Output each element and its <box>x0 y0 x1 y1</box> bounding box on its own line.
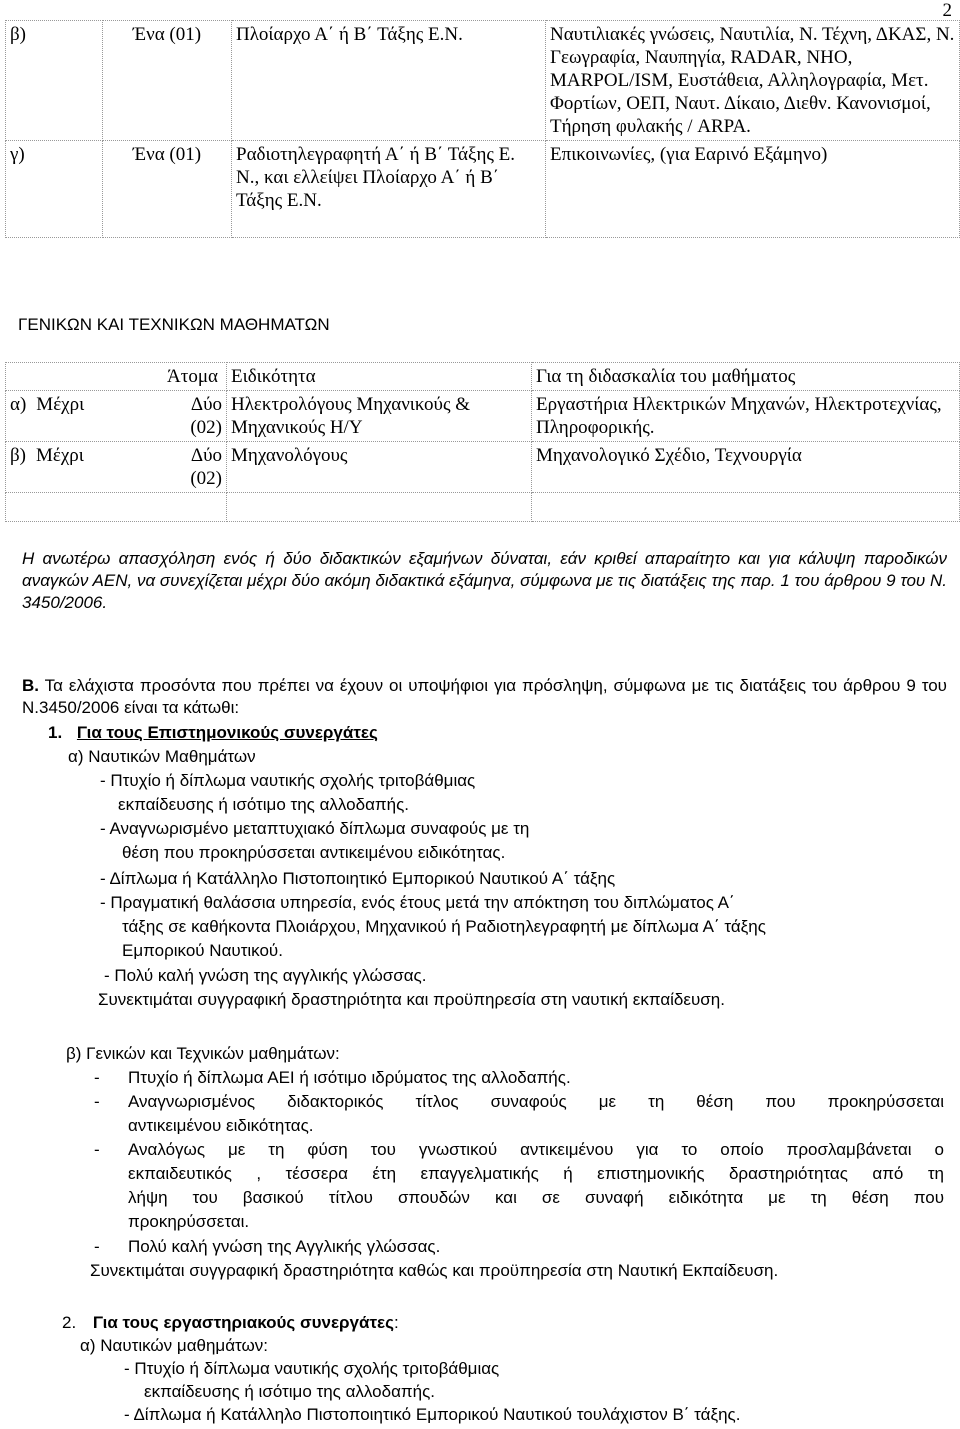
row-role: Πλοίαρχο Α΄ ή Β΄ Τάξης Ε.Ν. <box>232 21 546 141</box>
note-paragraph: Η ανωτέρω απασχόληση ενός ή δύο διδακτικών εξαμήνων δύναται, εάν κριθεί απαραίτητο και για κάλυψη παροδικών αναγκών ΑΕΝ, να συνεχίζεται μέχρι δύο ακόμη διδακτικά εξάμηνα, σύμφωνα με τις διατάξεις της παρ. 1 του άρθρου 9 του Ν. 3450/2006. <box>22 549 947 612</box>
item1b-line: προκηρύσσεται. <box>128 1212 250 1231</box>
row-subjects: Μηχανολογικό Σχέδιο, Τεχνουργία <box>532 442 960 493</box>
row-specialty: Μηχανολόγους <box>227 442 532 493</box>
item1b-line: Αναλόγως με τη φύση του γνωστικού αντικειμένου για το οποίο προσλαμβάνεται ο <box>128 1140 944 1159</box>
section-b-text: Τα ελάχιστα προσόντα που πρέπει να έχουν οι υποψήφιοι για πρόσληψη, σύμφωνα με τις διατάξεις του άρθρου 9 του Ν.3450/2006 είναι τα κάτωθι: <box>22 676 947 717</box>
item2a-line: - Δίπλωμα ή Κατάλληλο Πιστοποιητικό Εμπορικού Ναυτικού τουλάχιστον Β΄ τάξης. <box>124 1405 741 1424</box>
row-specialty: Ηλεκτρολόγους Μηχανικούς & Μηχανικούς Η/Υ <box>227 391 532 442</box>
empty-cell <box>6 493 227 522</box>
row-count: Ένα (01) <box>103 141 232 238</box>
item1a-line: εκπαίδευσης ή ισότιμο της αλλοδαπής. <box>118 795 410 814</box>
row-count: Ένα (01) <box>103 21 232 141</box>
item1b-line: αντικειμένου ειδικότητας. <box>128 1116 314 1135</box>
item1a-line: - Πραγματική θαλάσσια υπηρεσία, ενός έτους μετά την απόκτηση του διπλώματος Α΄ <box>100 893 735 912</box>
section-b-intro <box>22 675 947 719</box>
item1a-line: - Αναγνωρισμένο μεταπτυχιακό δίπλωμα συναφούς με τη <box>100 819 530 838</box>
row-limit: Μέχρι <box>36 445 84 466</box>
item1-title: Για τους Επιστημονικούς συνεργάτες <box>76 723 378 742</box>
item1b-line: εκπαιδευτικός , τέσσερα έτη επαγγελματικής ή επιστημονικής δραστηριότητας από τη <box>128 1164 944 1183</box>
row-letter: γ) <box>6 141 103 238</box>
section-heading: ΓΕΝΙΚΩΝ ΚΑΙ ΤΕΧΝΙΚΩΝ ΜΑΘΗΜΑΤΩΝ <box>18 315 330 334</box>
row-count-num: (02) <box>190 417 222 438</box>
item1b-line: Πτυχίο ή δίπλωμα ΑΕΙ ή ισότιμο ιδρύματος της αλλοδαπής. <box>128 1068 571 1087</box>
dash: - <box>94 1140 100 1159</box>
item1a-line: Συνεκτιμάται συγγραφική δραστηριότητα και προϋπηρεσία στη ναυτική εκπαίδευση. <box>98 990 725 1009</box>
dash: - <box>94 1068 100 1087</box>
item1b-line: Αναγνωρισμένος διδακτορικός τίτλος συναφούς με τη θέση που προκηρύσσεται <box>128 1092 944 1111</box>
dash: - <box>94 1092 100 1111</box>
item2 <box>62 1312 399 1334</box>
header-subjects: Για τη διδασκαλία του μαθήματος <box>532 363 960 391</box>
row-subjects: Ναυτιλιακές γνώσεις, Ναυτιλία, Ν. Τέχνη, ΔΚΑΣ, Ν. Γεωγραφία, Ναυπηγία, RADAR, ΝΗΟ, MARPOL/ISM, Ευστάθεια, Αλληλογραφία, Μετ. Φορτίων, ΟΕΠ, Ναυτ. Δίκαιο, Διεθν. Κανονισμοί, Τήρηση φυλακής / ARPA. <box>546 21 960 141</box>
row-count-num: (02) <box>190 468 222 489</box>
header-specialty: Ειδικότητα <box>227 363 532 391</box>
item1a-line: τάξης σε καθήκοντα Πλοιάρχου, Μηχανικού ή Ραδιοτηλεγραφητή με δίπλωμα Α΄ τάξης <box>122 917 766 936</box>
table-row <box>6 141 960 238</box>
row-letter: α) <box>10 394 27 415</box>
table-row <box>6 391 960 442</box>
item2-colon: : <box>393 1313 399 1332</box>
item1a-title: α) Ναυτικών Μαθημάτων <box>68 747 256 766</box>
item1b-line: Συνεκτιμάται συγγραφική δραστηριότητα καθώς και προϋπηρεσία στη Ναυτική Εκπαίδευση. <box>90 1261 779 1280</box>
table-header-row <box>6 363 960 391</box>
section-b-label: Β. <box>22 676 39 695</box>
general-positions-table <box>5 362 960 522</box>
item1a-line: Εμπορικού Ναυτικού. <box>122 941 283 960</box>
item2a-title: α) Ναυτικών μαθημάτων: <box>80 1336 269 1355</box>
item1a-line: θέση που προκηρύσσεται αντικειμένου ειδικότητας. <box>122 843 506 862</box>
page-number: 2 <box>942 0 952 21</box>
table-row <box>6 442 960 493</box>
row-subjects: Επικοινωνίες, (για Εαρινό Εξάμηνο) <box>546 141 960 238</box>
empty-cell <box>532 493 960 522</box>
item1b-line: Πολύ καλή γνώση της Αγγλικής γλώσσας. <box>128 1237 441 1256</box>
item1a-line: - Πτυχίο ή δίπλωμα ναυτικής σχολής τριτοβάθμιας <box>100 771 476 790</box>
item2a-line: εκπαίδευσης ή ισότιμο της αλλοδαπής. <box>144 1382 436 1401</box>
table-row <box>6 21 960 141</box>
row-people <box>6 391 227 442</box>
item1a-line: - Δίπλωμα ή Κατάλληλο Πιστοποιητικό Εμπορικού Ναυτικού Α΄ τάξης <box>100 869 616 888</box>
item2-number: 2. <box>62 1313 77 1332</box>
item1a-line: - Πολύ καλή γνώση της αγγλικής γλώσσας. <box>104 966 427 985</box>
item1-number: 1. <box>48 723 63 742</box>
row-letter: β) <box>6 21 103 141</box>
empty-cell <box>227 493 532 522</box>
row-count: Δύο <box>190 394 222 415</box>
row-role: Ραδιοτηλεγραφητή Α΄ ή Β΄ Τάξης Ε. Ν., και ελλείψει Πλοίαρχο Α΄ ή Β΄ Τάξης Ε.Ν. <box>232 141 546 238</box>
dash: - <box>94 1237 100 1256</box>
row-limit: Μέχρι <box>36 394 85 415</box>
item2a-line: - Πτυχίο ή δίπλωμα ναυτικής σχολής τριτοβάθμιας <box>124 1359 500 1378</box>
row-subjects: Εργαστήρια Ηλεκτρικών Μηχανών, Ηλεκτροτεχνίας, Πληροφορικής. <box>532 391 960 442</box>
row-people <box>6 442 227 493</box>
item1b-line: λήψη του βασικού τίτλου σπουδών και σε συναφή ειδικότητα με τη θέση που <box>128 1188 944 1207</box>
item1 <box>48 722 378 744</box>
item1b-title: β) Γενικών και Τεχνικών μαθημάτων: <box>66 1044 340 1063</box>
table-row-empty <box>6 493 960 522</box>
row-count: Δύο <box>190 445 222 466</box>
item2-title: Για τους εργαστηριακούς συνεργάτες <box>92 1313 394 1332</box>
header-people: Άτομα <box>6 363 227 391</box>
row-letter: β) <box>10 445 26 466</box>
positions-table <box>5 20 960 238</box>
